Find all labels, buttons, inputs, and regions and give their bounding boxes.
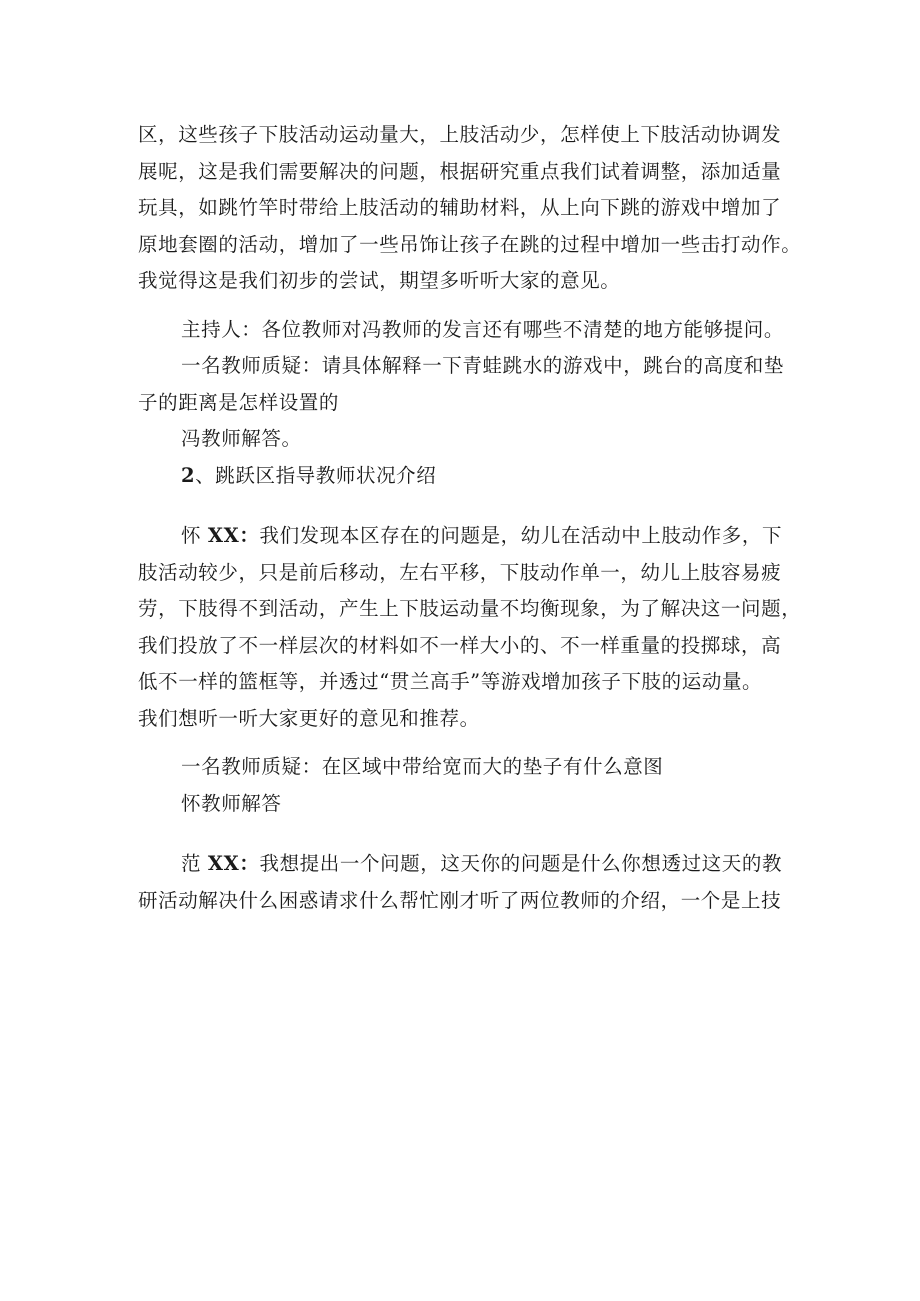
text-line: 一名教师质疑：请具体解释一下青蛙跳水的游戏中，跳台的高度和垫 <box>181 354 785 377</box>
text-line: 劳，下肢得不到活动，产生上下肢运动量不均衡现象，为了解决这一问题， <box>138 597 802 620</box>
text-line: 怀教师解答 <box>181 791 282 815</box>
paragraph-feng-answer <box>138 421 798 458</box>
text-line: 子的距离是怎样设置的 <box>138 390 340 414</box>
text-line: 玩具，如跳竹竿时带给上肢活动的辅助材料，从上向下跳的游戏中增加了 <box>138 196 782 219</box>
text-line: 我们想听一听大家更好的意见和推荐。 <box>138 706 480 730</box>
paragraph-fan-speech <box>138 846 798 919</box>
speaker-colon: ： <box>239 524 260 547</box>
heading-number: 2 <box>181 463 196 487</box>
paragraph-huai-answer <box>138 786 798 823</box>
text-line <box>138 846 798 883</box>
speaker-name: XX <box>207 524 240 547</box>
document-page <box>138 117 802 919</box>
text-line: 区，这些孩子下肢活动运动量大，上肢活动少，怎样使上下肢活动协调发 <box>138 123 782 146</box>
text-line: 一名教师质疑：在区域中带给宽而大的垫子有什么意图 <box>181 755 664 778</box>
text-line: 我觉得这是我们初步的尝试，期望多听听大家的意见。 <box>138 269 621 292</box>
paragraph-teacher-question-1 <box>138 348 798 421</box>
text-line: 展呢，这是我们需要解决的问题，根据研究重点我们试着调整，添加适量 <box>138 159 782 183</box>
section-heading-2 <box>138 458 798 495</box>
text-line: 冯教师解答。 <box>181 427 302 450</box>
text-line <box>138 518 798 555</box>
paragraph-host-question <box>138 312 798 349</box>
paragraph-huai-speech <box>138 518 802 737</box>
text-line: 研活动解决什么困惑请求什么帮忙刚才听了两位教师的介绍，一个是上技 <box>138 888 782 912</box>
text-line: 我们投放了不一样层次的材料如不一样大小的、不一样重量的投掷球，高 <box>138 633 782 657</box>
speaker-prefix: 范 <box>181 852 208 875</box>
speaker-prefix: 怀 <box>181 524 208 547</box>
speech-text: 我们发现本区存在的问题是，幼儿在活动中上肢动作多，下 <box>259 524 783 547</box>
speaker-colon: ： <box>239 852 260 875</box>
heading-line <box>138 458 798 495</box>
paragraph-1 <box>138 117 802 300</box>
text-line: 肢活动较少，只是前后移动，左右平移，下肢动作单一，幼儿上肢容易疲 <box>138 560 782 584</box>
text-line: 原地套圈的活动，增加了一些吊饰让孩子在跳的过程中增加一些击打动作。 <box>138 232 802 256</box>
heading-text: 、跳跃区指导教师状况介绍 <box>195 463 437 487</box>
text-line: 低不一样的篮框等，并透过“贯兰高手”等游戏增加孩子下肢的运动量。 <box>138 670 763 693</box>
speaker-name: XX <box>207 852 240 875</box>
speech-text: 我想提出一个问题，这天你的问题是什么你想透过这天的教 <box>259 852 783 875</box>
paragraph-teacher-question-2 <box>138 749 798 786</box>
text-line: 主持人：各位教师对冯教师的发言还有哪些不清楚的地方能够提问。 <box>181 317 785 341</box>
